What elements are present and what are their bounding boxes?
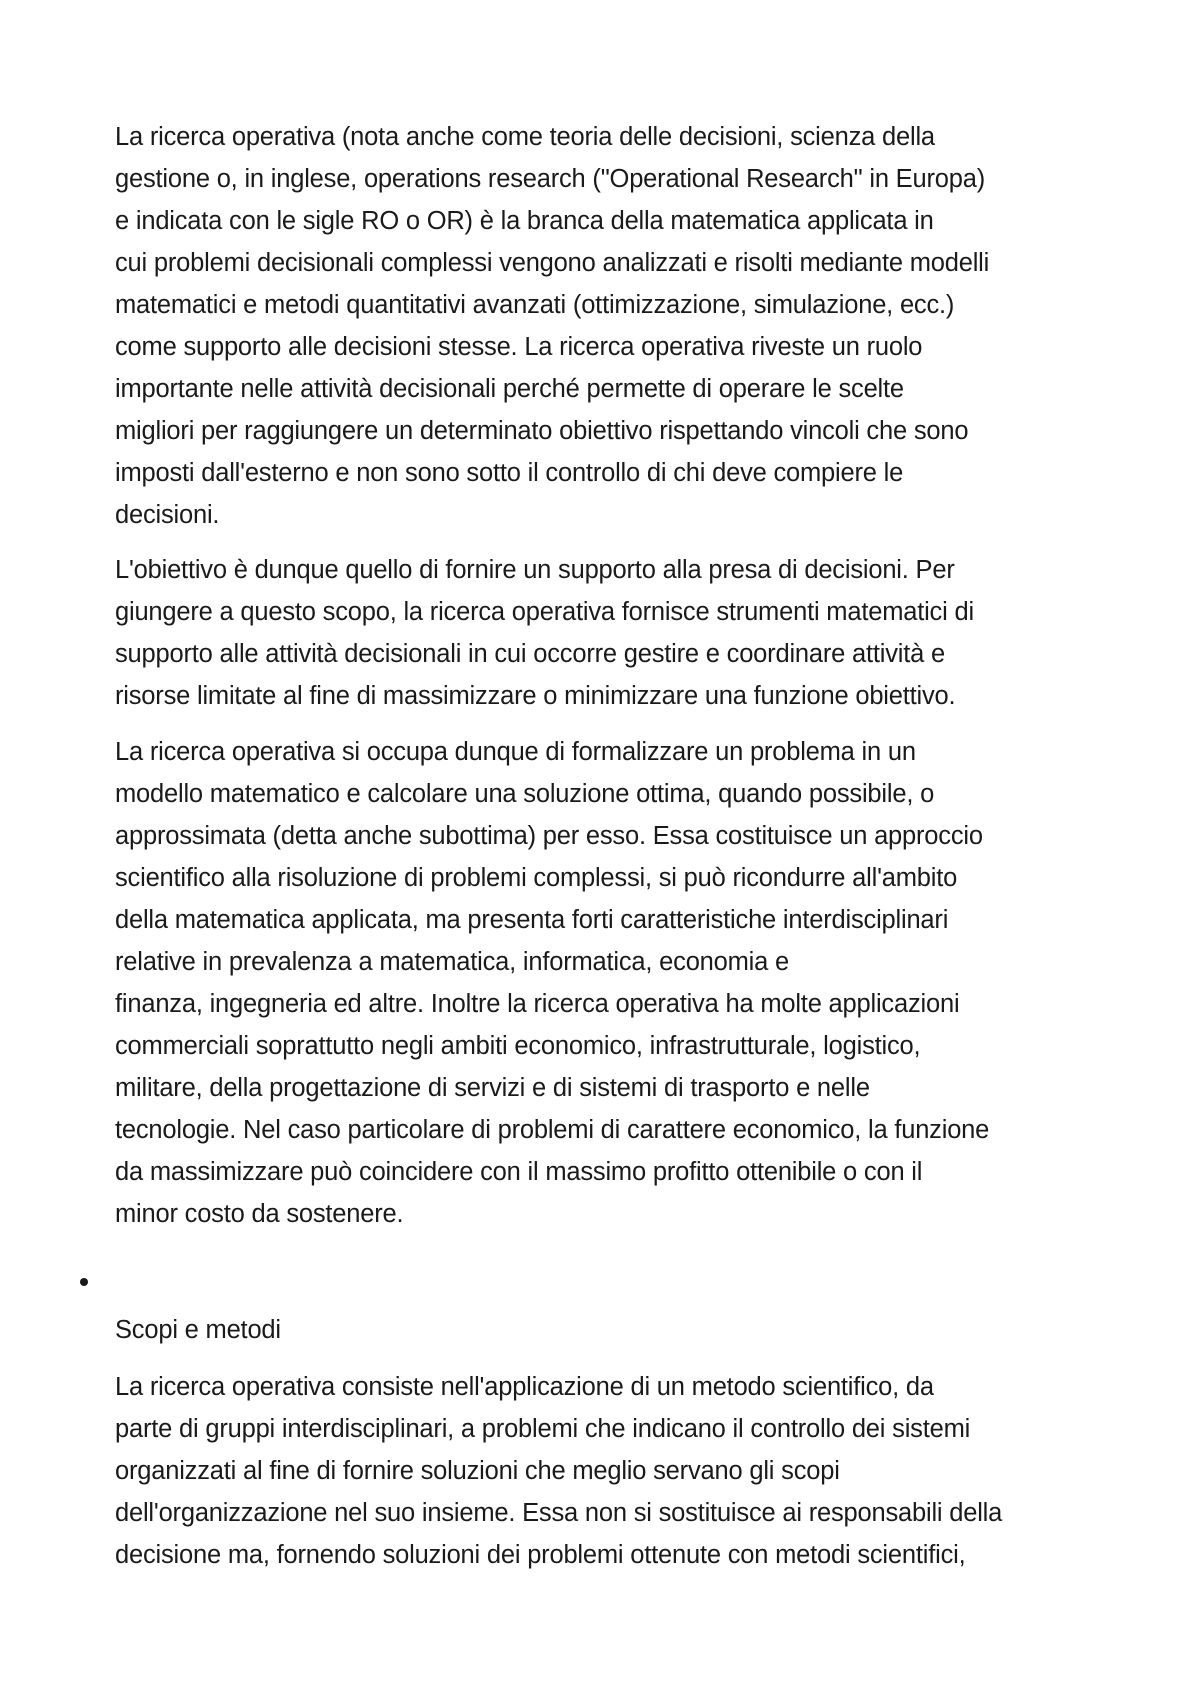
list-bullet <box>80 1278 88 1286</box>
paragraph-3-line: commerciali soprattutto negli ambiti economico, infrastrutturale, logistico, <box>115 1032 921 1060</box>
paragraph-3-line: della matematica applicata, ma presenta forti caratteristiche interdisciplinari <box>115 906 949 934</box>
paragraph-1-line: La ricerca operativa (nota anche come teoria delle decisioni, scienza della <box>115 123 935 151</box>
paragraph-3-line: relative in prevalenza a matematica, informatica, economia e <box>115 948 789 976</box>
paragraph-4-line: La ricerca operativa consiste nell'applicazione di un metodo scientifico, da <box>115 1373 934 1401</box>
paragraph-2-line: risorse limitate al fine di massimizzare o minimizzare una funzione obiettivo. <box>115 682 956 710</box>
paragraph-1-line: migliori per raggiungere un determinato obiettivo rispettando vincoli che sono <box>115 417 969 445</box>
paragraph-3-line: militare, della progettazione di servizi e di sistemi di trasporto e nelle <box>115 1074 870 1102</box>
paragraph-1-line: gestione o, in inglese, operations research ("Operational Research" in Europa) <box>115 165 986 193</box>
paragraph-1-line: matematici e metodi quantitativi avanzati (ottimizzazione, simulazione, ecc.) <box>115 291 955 319</box>
paragraph-4-line: organizzati al fine di fornire soluzioni che meglio servano gli scopi <box>115 1457 840 1485</box>
paragraph-3-line: approssimata (detta anche subottima) per esso. Essa costituisce un approccio <box>115 822 983 850</box>
paragraph-3-line: finanza, ingegneria ed altre. Inoltre la ricerca operativa ha molte applicazioni <box>115 990 960 1018</box>
paragraph-1-line: cui problemi decisionali complessi vengono analizzati e risolti mediante modelli <box>115 249 990 277</box>
paragraph-4-line: parte di gruppi interdisciplinari, a problemi che indicano il controllo dei sistemi <box>115 1415 971 1443</box>
paragraph-3-line: modello matematico e calcolare una soluzione ottima, quando possibile, o <box>115 780 935 808</box>
paragraph-1-line: e indicata con le sigle RO o OR) è la branca della matematica applicata in <box>115 207 934 235</box>
paragraph-1-line: importante nelle attività decisionali perché permette di operare le scelte <box>115 375 904 403</box>
paragraph-2-line: L'obiettivo è dunque quello di fornire un supporto alla presa di decisioni. Per <box>115 556 955 584</box>
paragraph-3-line: da massimizzare può coincidere con il massimo profitto ottenibile o con il <box>115 1158 923 1186</box>
paragraph-1-line: come supporto alle decisioni stesse. La ricerca operativa riveste un ruolo <box>115 333 923 361</box>
paragraph-2-line: giungere a questo scopo, la ricerca operativa fornisce strumenti matematici di <box>115 598 974 626</box>
paragraph-4-line: decisione ma, fornendo soluzioni dei problemi ottenute con metodi scientifici, <box>115 1541 966 1569</box>
paragraph-3-line: scientifico alla risoluzione di problemi complessi, si può ricondurre all'ambito <box>115 864 958 892</box>
paragraph-3-line: tecnologie. Nel caso particolare di problemi di carattere economico, la funzione <box>115 1116 990 1144</box>
section-heading: Scopi e metodi <box>115 1316 281 1344</box>
paragraph-4-line: dell'organizzazione nel suo insieme. Essa non si sostituisce ai responsabili della <box>115 1499 1003 1527</box>
paragraph-3-line: La ricerca operativa si occupa dunque di formalizzare un problema in un <box>115 738 916 766</box>
paragraph-3-line: minor costo da sostenere. <box>115 1200 404 1228</box>
paragraph-1-line: decisioni. <box>115 501 220 529</box>
paragraph-1-line: imposti dall'esterno e non sono sotto il controllo di chi deve compiere le <box>115 459 904 487</box>
paragraph-2-line: supporto alle attività decisionali in cui occorre gestire e coordinare attività e <box>115 640 945 668</box>
